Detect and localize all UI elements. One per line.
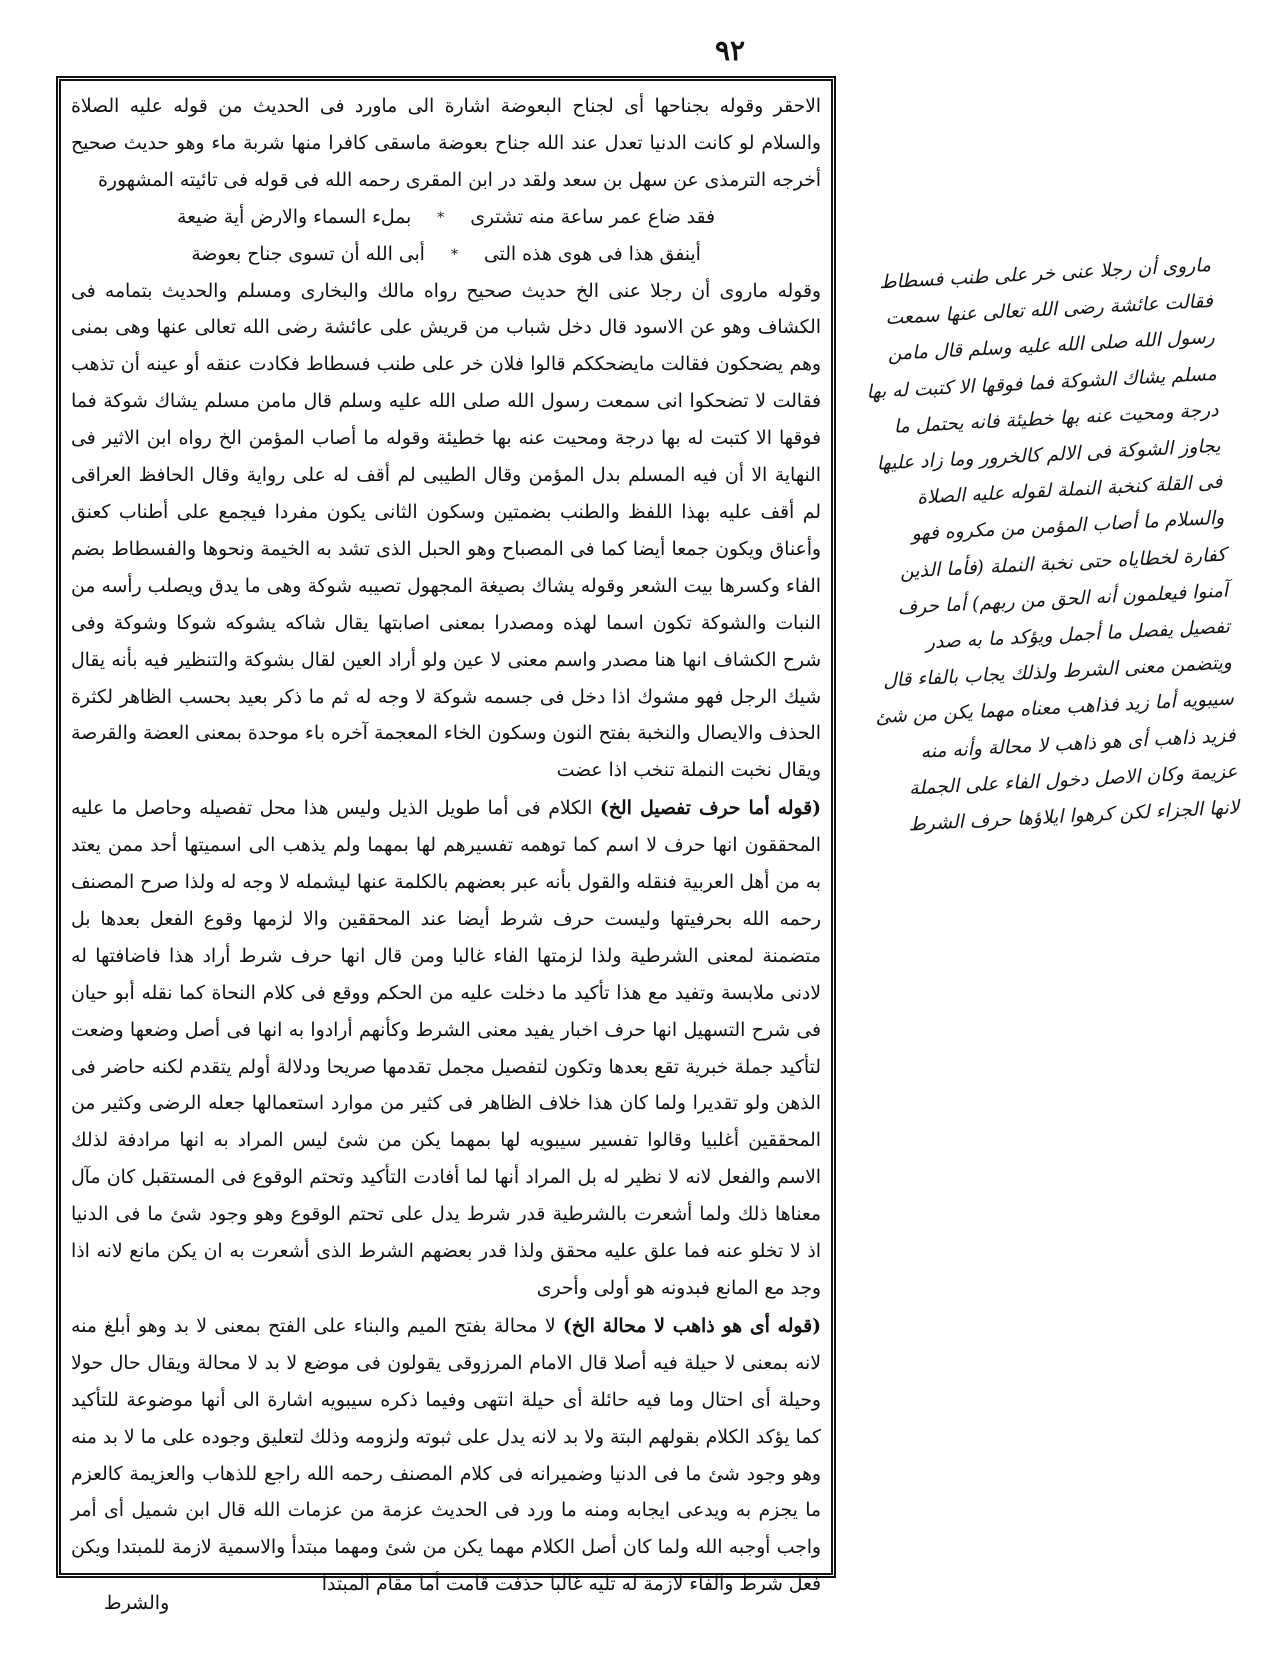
verse-line-2 [71,237,821,274]
verse-1-first-hemistich: فقد ضاع عمر ساعة منه تشترى [470,206,715,228]
verse-1-second-hemistich: بملء السماء والارض أية ضيعة [177,206,412,228]
verse-separator: * [450,246,458,263]
verse-line-1 [71,200,821,237]
paragraph-4 [71,1308,821,1604]
verse-2-second-hemistich: أبى الله أن تسوى جناح بعوضة [191,243,425,265]
lemma-heading: (قوله أما حرف تفصيل الخ) [599,797,821,820]
paragraph-1: الاحقر وقوله بجناحها أى لجناح البعوضة اشارة الى ماورد فى الحديث من قوله عليه الصلاة والسلام لو كانت الدنيا تعدل عند الله جناح بعوضة ماسقى كافرا منها شربة ماء وهو حديث صحيح أخرجه الترمذى عن سهل بن سعد ولقد در ابن المقرى رحمه الله فى قوله فى تائيته المشهورة [71,96,821,191]
paragraph-3 [71,790,821,1308]
verse-2-first-hemistich: أينفق هذا فى هوى هذه التى [483,243,701,265]
main-text-body [71,89,821,1604]
catchword: والشرط [104,1592,170,1614]
margin-note [850,248,1248,1006]
paragraph-2: وقوله ماروى أن رجلا عنى الخ حديث صحيح رواه مالك والبخارى ومسلم والحديث بتمامه فى الكشاف وهو عن الاسود قال دخل شباب من قريش على عائشة رضى الله تعالى عنها وهى بمنى وهم يضحكون فقالت مايضحككم قالوا فلان خر على طنب فسطاط فكادت عنقه أو عينه أن تذهب فقالت لا تضحكوا انى سمعت رسول الله صلى الله عليه وسلم قال مامن مسلم يشاك شوكة فما فوقها الا كتبت له بها درجة ومحيت عنه بها خطيئة وقوله ما أصاب المؤمن الخ رواه ابن الاثير فى النهاية الا أن فيه المسلم بدل المؤمن وقال الطيبى لم أقف له على رواية وقال الحافظ العراقى لم أقف عليه بهذا اللفظ والطنب بضمتين وسكون الثانى يكون مفردا فيجمع على أطناب كعنق وأعناق ويكون جمعا أيضا كما فى المصباح وهو الحبل الذى تشد به الخيمة ونحوها والفسطاط بضم الفاء وكسرها بيت الشعر وقوله يشاك بصيغة المجهول تصيبه شوكة وهى ما يدق ويصلب رأسه من النبات والشوكة تكون اسما لهذه ومصدرا بمعنى اصابتها يقال شاكه يشوكه شوكا وشوكة وفى شرح الكشاف انها هنا مصدر واسم معنى لا عين ولو أراد العين لقال بشوكة والتنظير فيه بأنه يقال شيك الرجل فهو مشوك اذا دخل فى جسمه شوكة لا وجه له ثم ما ذكر بعيد بحسب الظاهر لكثرة الحذف والايصال والنخبة بفتح النون وسكون الخاء المعجمة آخره باء موحدة بمعنى العضة والقرصة ويقال نخبت النملة تنخب اذا عضت [71,280,821,782]
paragraph-4-body: لا محالة بفتح الميم والبناء على الفتح بمعنى لا بد وهو أبلغ منه لانه بمعنى لا حيلة فيه أصلا قال الامام المرزوقى يقولون فى موضع لا بد لا محالة ويقال حال حولا وحيلة أى احتال وما فيه حائلة أى حيلة انتهى وفيما ذكره سيبويه اشارة الى أنها موضوعة للتأكيد كما يؤكد الكلام بقولهم البتة ولا بد لانه يدل على ثبوته ولزومه وذلك لتعليق وجوده على ما لا بد منه وهو وجود شئ ما فى الدنيا وضميرانه فى كلام المصنف رحمه الله راجع للذهاب والعزيمة كالعزم ما يجزم به ويدعى ايجابه ومنه ما ورد فى الحديث عزمة من عزمات الله قال ابن شميل أى أمر واجب أوجبه الله ولما كان أصل الكلام مهما يكن من شئ ومهما مبتدأ والاسمية لازمة للمبتدا ويكن فعل شرط والفاء لازمة له تليه غالبا حذفت قامت أما مقام المبتدا [71,1315,821,1596]
verse-separator: * [437,209,445,226]
main-text-frame [56,76,836,1596]
margin-note-text: ماروى أن رجلا عنى خر على طنب فسطاط فقالت عائشة رضى الله تعالى عنها سمعت رسول الله صلى الله عليه وسلم قال مامن مسلم يشاك الشوكة فما فوقها الا كتبت له بها درجة ومحيت عنه بها خطيئة فانه يحتمل ما يجاوز الشوكة فى الالم كالخرور وما زاد عليها فى القلة كنخبة النملة لقوله عليه الصلاة والسلام ما أصاب المؤمن من مكروه فهو كفارة لخطاياه حتى نخبة النملة (فأما الذين آمنوا فيعلمون أنه الحق من ربهم) أما حرف تفصيل يفصل ما أجمل ويؤكد ما به صدر ويتضمن معنى الشرط ولذلك يجاب بالفاء قال سيبويه أما زيد فذاهب معناه مهما يكن من شئ فزيد ذاهب أى هو ذاهب لا محالة وأنه منه عزيمة وكان الاصل دخول الفاء على الجملة لانها الجزاء لكن كرهوا ايلاؤها حرف الشرط [865,254,1240,836]
lemma-heading: (قوله أى هو ذاهب لا محالة الخ) [562,1314,821,1337]
page-number: ٩٢ [714,34,746,67]
paragraph-3-body: الكلام فى أما طويل الذيل وليس هذا محل تفصيله وحاصل ما عليه المحققون انها حرف لا اسم كما توهمه تفسيرهم لها بمهما ولم يذهب الى اسميتها أحد ممن يعتد به من أهل العربية فنقله والقول بأنه عبر بعضهم بالكلمة عنها ليشمله لا وجه له ولذا صرح المصنف رحمه الله بحرفيتها وليست حرف شرط أيضا عند المحققين والا لزمها وقوع الفعل بعدها بل متضمنة لمعنى الشرطية ولذا لزمتها الفاء غالبا ومن قال انها حرف شرط أراد هذا فاضافتها له لادنى ملابسة وتفيد مع هذا تأكيد ما دخلت عليه من الحكم ووقع فى كلام النحاة كما نقله أبو حيان فى شرح التسهيل انها حرف اخبار يفيد معنى الشرط وكأنهم أرادوا به انها فى أصل وضعها وضعت لتأكيد جملة خبرية تقع بعدها وتكون لتفصيل مجمل تقدمها صريحا ودلالة أولم يتقدم لكنه حاضر فى الذهن ولو تقديرا ولما كان هذا خلاف الظاهر فى كثير من موارد استعمالها جعله الرضى وكثير من المحققين أغلبيا وقالوا تفسير سيبويه لها بمهما يكن من شئ ليس المراد به انها مرادفة لذلك الاسم والفعل لانه لا نظير له بل المراد أنها لما أفادت التأكيد وتحتم الوقوع فى المستقبل كان مآل معناها ذلك ولما أشعرت بالشرطية قدر شرط يدل على تحتم الوقوع وهو وجود شئ ما فى الدنيا اذ لا تخلو عنه فما علق عليه محقق ولذا قدر بعضهم الشرط الذى أشعرت به ان يكن مانع لانه اذا وجد مع المانع فبدونه هو أولى وأحرى [71,798,821,1299]
